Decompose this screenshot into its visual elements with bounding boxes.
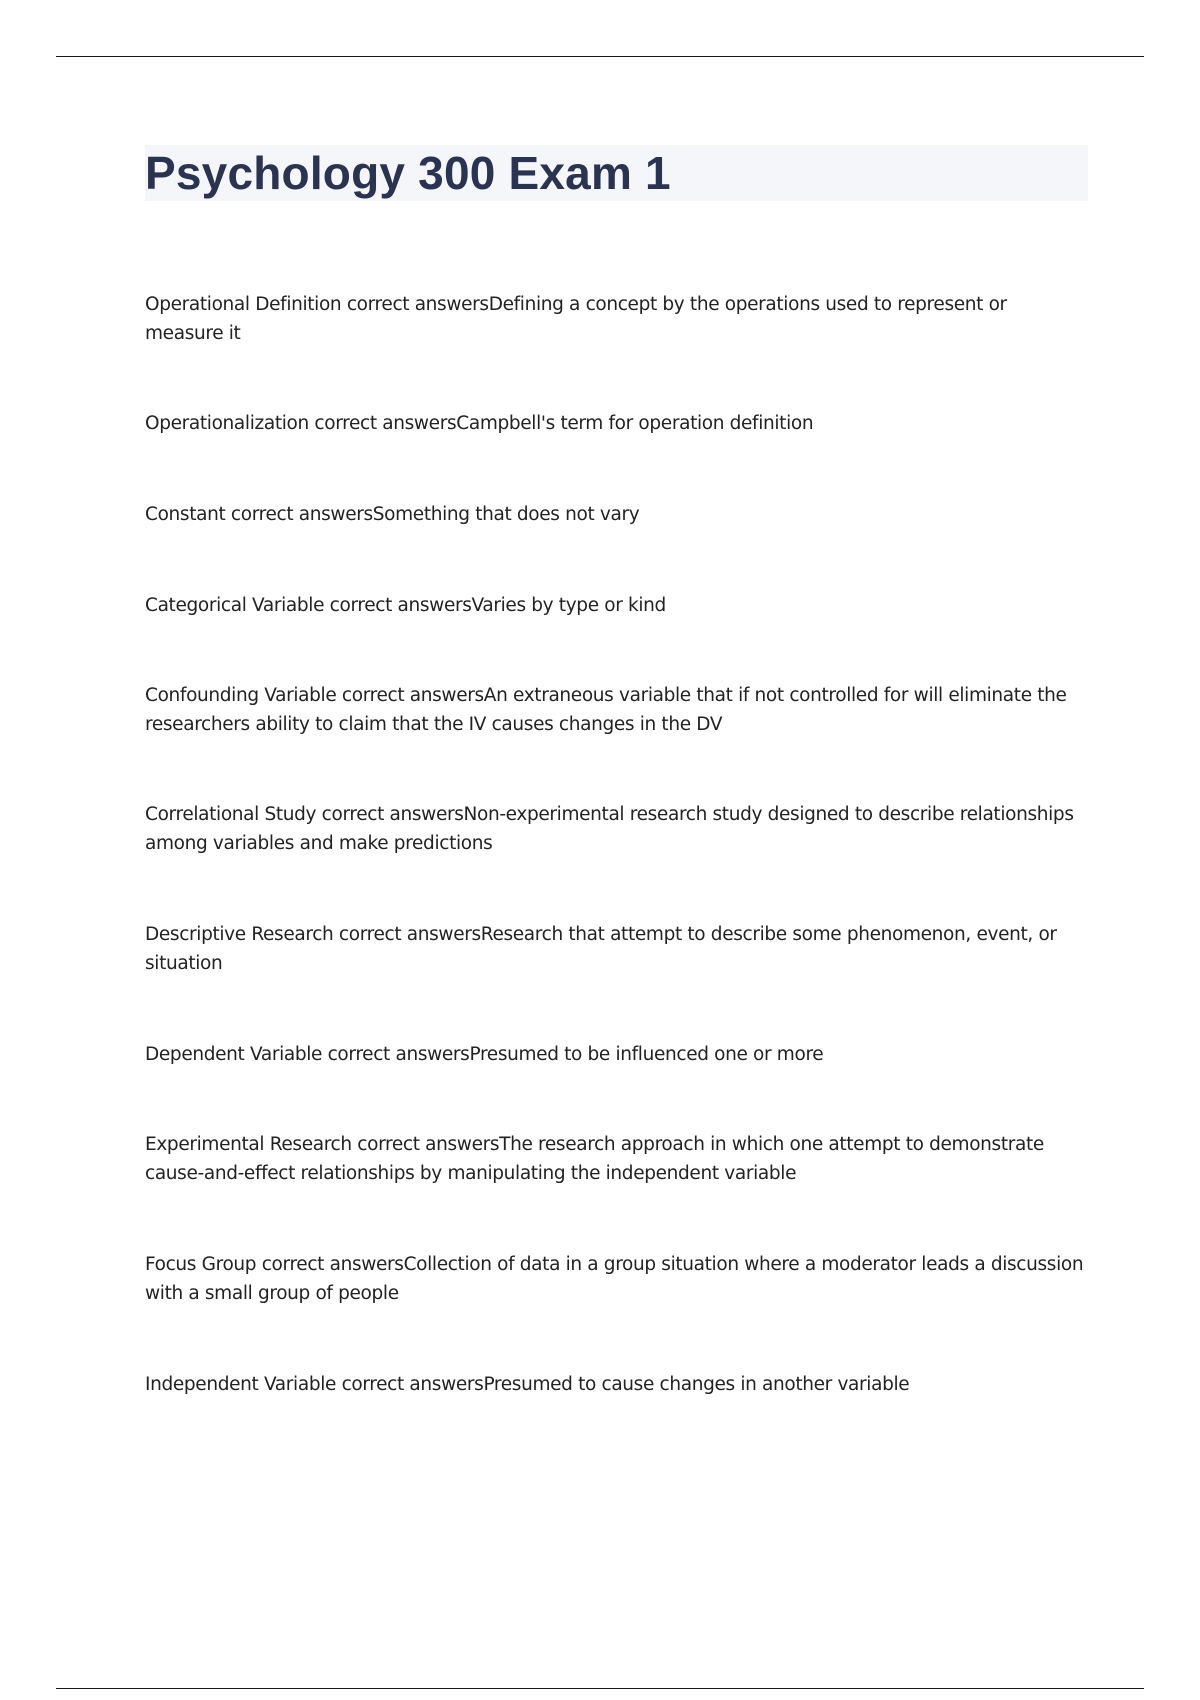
flashcard-list: [145, 290, 1090, 1399]
flashcard-entry: Confounding Variable correct answersAn extraneous variable that if not controlled for will eliminate the researchers ability to claim that the IV causes changes in the DV: [145, 685, 1067, 735]
flashcard-entry: Constant correct answersSomething that does not vary: [145, 504, 640, 525]
flashcard-entry: Descriptive Research correct answersResearch that attempt to describe some phenomenon, event, or situation: [145, 924, 1057, 974]
page-title: Psychology 300 Exam 1: [145, 147, 671, 199]
flashcard-entry: Categorical Variable correct answersVaries by type or kind: [145, 595, 666, 616]
flashcard-entry: Operational Definition correct answersDefining a concept by the operations used to represent or measure it: [145, 294, 1007, 344]
flashcard-entry: Dependent Variable correct answersPresumed to be influenced one or more: [145, 1044, 824, 1065]
flashcard-entry: Independent Variable correct answersPresumed to cause changes in another variable: [145, 1374, 910, 1395]
flashcard-entry: Operationalization correct answersCampbell's term for operation definition: [145, 413, 814, 434]
flashcard-entry: Focus Group correct answersCollection of data in a group situation where a moderator leads a discussion with a small group of people: [145, 1254, 1084, 1304]
flashcard-entry: Experimental Research correct answersThe research approach in which one attempt to demonstrate cause-and-effect relationships by manipulating the independent variable: [145, 1134, 1044, 1184]
header-rule: [56, 56, 1144, 57]
flashcard-entry: Correlational Study correct answersNon-experimental research study designed to describe relationships among variables and make predictions: [145, 804, 1074, 854]
footer-rule: [56, 1688, 1144, 1689]
